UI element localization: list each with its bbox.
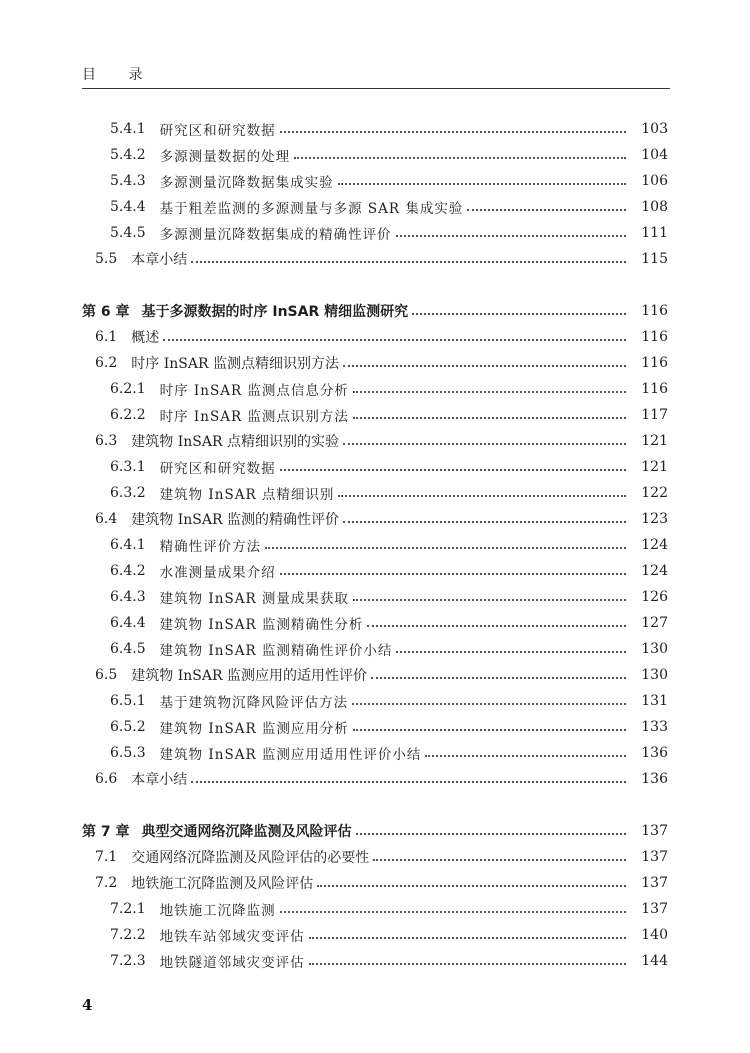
toc-entry-number: 6.5.1 xyxy=(110,693,146,709)
page-number: 4 xyxy=(82,996,93,1014)
toc-dot-leader xyxy=(280,911,626,913)
toc-entry-title: 多源测量数据的处理 xyxy=(159,149,291,165)
toc-dot-leader xyxy=(309,963,626,965)
toc-dot-leader xyxy=(367,625,626,627)
toc-subsection-entry[interactable] xyxy=(0,612,750,634)
toc-entry-page: 117 xyxy=(641,407,668,423)
toc-entry-page: 137 xyxy=(641,901,668,917)
toc-entry-title: 建筑物 InSAR 点精细识别 xyxy=(159,487,335,503)
toc-entry-page: 104 xyxy=(641,147,668,163)
toc-entry-title: 本章小结 xyxy=(131,252,188,268)
toc-entry-page: 122 xyxy=(641,485,668,501)
toc-entry-number: 6.4.1 xyxy=(110,537,146,553)
toc-subsection-entry[interactable] xyxy=(0,950,750,972)
toc-entry-number: 6.5.3 xyxy=(110,745,146,761)
toc-entry-page: 130 xyxy=(641,667,668,683)
toc-entry-title: 基于粗差监测的多源测量与多源 SAR 集成实验 xyxy=(159,201,464,217)
toc-entry-page: 126 xyxy=(641,589,668,605)
toc-dot-leader xyxy=(353,729,626,731)
toc-subsection-entry[interactable] xyxy=(0,456,750,478)
toc-entry-title: 建筑物 InSAR 监测应用适用性评价小结 xyxy=(159,747,422,763)
toc-subsection-entry[interactable] xyxy=(0,196,750,218)
toc-entry-number: 6.1 xyxy=(95,329,118,345)
toc-entry-page: 137 xyxy=(641,849,668,865)
toc-entry-number: 7.2 xyxy=(95,875,118,891)
toc-dot-leader xyxy=(412,313,626,315)
toc-entry-page: 108 xyxy=(641,199,668,215)
toc-subsection-entry[interactable] xyxy=(0,404,750,426)
toc-subsection-entry[interactable] xyxy=(0,222,750,244)
toc-dot-leader xyxy=(353,599,626,601)
toc-entry-title: 建筑物 InSAR 监测精确性评价小结 xyxy=(159,643,393,659)
toc-dot-leader xyxy=(396,235,626,237)
toc-entry-number: 5.4.5 xyxy=(110,225,146,241)
toc-entry-title: 基于建筑物沉降风险评估方法 xyxy=(159,695,349,711)
toc-entry-page: 116 xyxy=(641,355,668,371)
toc-entry-page: 103 xyxy=(641,121,668,137)
toc-dot-leader xyxy=(396,651,626,653)
running-header: 目 录 xyxy=(82,67,157,83)
toc-entry-title: 地铁隧道邻域灾变评估 xyxy=(159,955,305,971)
toc-entry-title: 多源测量沉降数据集成的精确性评价 xyxy=(159,227,392,243)
toc-section-entry[interactable] xyxy=(0,872,750,894)
toc-entry-title: 交通网络沉降监测及风险评估的必要性 xyxy=(131,850,370,866)
toc-entry-number: 6.2 xyxy=(95,355,118,371)
toc-subsection-entry[interactable] xyxy=(0,638,750,660)
toc-dot-leader xyxy=(343,365,626,367)
toc-entry-page: 115 xyxy=(641,251,668,267)
toc-entry-page: 116 xyxy=(641,329,668,345)
toc-dot-leader xyxy=(280,469,626,471)
toc-entry-number: 6.5 xyxy=(95,667,118,683)
toc-entry-page: 124 xyxy=(641,563,668,579)
toc-section-entry[interactable] xyxy=(0,768,750,790)
toc-entry-page: 131 xyxy=(641,693,668,709)
toc-entry-title: 地铁施工沉降监测 xyxy=(159,903,276,919)
toc-entry-page: 124 xyxy=(641,537,668,553)
toc-section-entry[interactable] xyxy=(0,326,750,348)
toc-entry-title: 多源测量沉降数据集成实验 xyxy=(159,175,334,191)
toc-entry-title: 建筑物 InSAR 测量成果获取 xyxy=(159,591,349,607)
toc-dot-leader xyxy=(191,781,626,783)
toc-entry-title: 概述 xyxy=(131,330,160,346)
toc-entry-number: 6.3.1 xyxy=(110,459,146,475)
toc-dot-leader xyxy=(309,937,626,939)
toc-entry-page: 111 xyxy=(641,225,668,241)
toc-dot-leader xyxy=(294,157,626,159)
toc-entry-title: 本章小结 xyxy=(131,772,188,788)
toc-chapter-entry[interactable] xyxy=(0,300,750,322)
toc-subsection-entry[interactable] xyxy=(0,586,750,608)
toc-entry-number: 6.5.2 xyxy=(110,719,146,735)
toc-entry-title: 地铁施工沉降监测及风险评估 xyxy=(131,876,314,892)
toc-entry-title: 水准测量成果介绍 xyxy=(159,565,276,581)
toc-entry-page: 123 xyxy=(641,511,668,527)
toc-entry-number: 5.4.4 xyxy=(110,199,146,215)
toc-entry-number: 5.4.2 xyxy=(110,147,146,163)
toc-dot-leader xyxy=(373,859,626,861)
toc-dot-leader xyxy=(338,183,626,185)
toc-entry-page: 137 xyxy=(641,875,668,891)
toc-entry-number: 6.3 xyxy=(95,433,118,449)
toc-entry-number: 6.2.1 xyxy=(110,381,146,397)
toc-subsection-entry[interactable] xyxy=(0,924,750,946)
toc-section-entry[interactable] xyxy=(0,508,750,530)
toc-entry-title: 精确性评价方法 xyxy=(159,539,262,555)
toc-section-entry[interactable] xyxy=(0,248,750,270)
toc-entry-number: 7.2.1 xyxy=(110,901,146,917)
toc-subsection-entry[interactable] xyxy=(0,742,750,764)
toc-entry-title: 建筑物 InSAR 监测精确性分析 xyxy=(159,617,364,633)
toc-section-entry[interactable] xyxy=(0,846,750,868)
toc-chapter-entry[interactable] xyxy=(0,820,750,842)
toc-entry-title: 时序 InSAR 监测点精细识别方法 xyxy=(131,356,339,372)
toc-entry-number: 7.1 xyxy=(95,849,118,865)
toc-entry-number: 6.4.5 xyxy=(110,641,146,657)
toc-subsection-entry[interactable] xyxy=(0,898,750,920)
toc-entry-title: 时序 InSAR 监测点识别方法 xyxy=(159,409,349,425)
toc-entry-title: 研究区和研究数据 xyxy=(159,123,276,139)
toc-dot-leader xyxy=(280,573,626,575)
toc-subsection-entry[interactable] xyxy=(0,690,750,712)
toc-entry-number: 7.2.2 xyxy=(110,927,146,943)
toc-dot-leader xyxy=(280,131,626,133)
toc-dot-leader xyxy=(356,833,627,835)
toc-entry-number: 6.4.3 xyxy=(110,589,146,605)
toc-entry-number: 5.5 xyxy=(95,251,118,267)
toc-entry-title: 建筑物 InSAR 监测的精确性评价 xyxy=(131,512,339,528)
toc-dot-leader xyxy=(371,677,626,679)
toc-entry-number: 5.4.1 xyxy=(110,121,146,137)
toc-entry-title: 地铁车站邻域灾变评估 xyxy=(159,929,305,945)
toc-entry-title: 建筑物 InSAR 监测应用分析 xyxy=(159,721,349,737)
toc-dot-leader xyxy=(467,209,626,211)
toc-entry-number: 第 6 章 xyxy=(82,304,130,320)
toc-dot-leader xyxy=(265,547,626,549)
toc-entry-number: 5.4.3 xyxy=(110,173,146,189)
toc-entry-page: 136 xyxy=(641,745,668,761)
toc-entry-number: 6.6 xyxy=(95,771,118,787)
toc-entry-page: 137 xyxy=(641,823,668,839)
toc-entry-page: 127 xyxy=(641,615,668,631)
toc-entry-title: 建筑物 InSAR 监测应用的适用性评价 xyxy=(131,668,367,684)
toc-entry-title: 时序 InSAR 监测点信息分析 xyxy=(159,383,349,399)
toc-section-entry[interactable] xyxy=(0,664,750,686)
toc-subsection-entry[interactable] xyxy=(0,144,750,166)
toc-entry-number: 6.4.2 xyxy=(110,563,146,579)
toc-dot-leader xyxy=(343,521,626,523)
toc-entry-number: 6.4.4 xyxy=(110,615,146,631)
toc-subsection-entry[interactable] xyxy=(0,482,750,504)
toc-subsection-entry[interactable] xyxy=(0,378,750,400)
toc-section-entry[interactable] xyxy=(0,430,750,452)
toc-subsection-entry[interactable] xyxy=(0,118,750,140)
toc-entry-page: 121 xyxy=(641,433,668,449)
toc-entry-page: 133 xyxy=(641,719,668,735)
toc-entry-page: 121 xyxy=(641,459,668,475)
toc-entry-page: 116 xyxy=(641,381,668,397)
toc-dot-leader xyxy=(353,417,626,419)
toc-entry-page: 136 xyxy=(641,771,668,787)
toc-entry-page: 106 xyxy=(641,173,668,189)
toc-dot-leader xyxy=(352,703,626,705)
toc-entry-title: 典型交通网络沉降监测及风险评估 xyxy=(141,824,352,840)
toc-entry-number: 第 7 章 xyxy=(82,824,130,840)
toc-entry-title: 建筑物 InSAR 点精细识别的实验 xyxy=(131,434,339,450)
toc-subsection-entry[interactable] xyxy=(0,716,750,738)
toc-entry-page: 130 xyxy=(641,641,668,657)
toc-section-entry[interactable] xyxy=(0,352,750,374)
toc-entry-page: 140 xyxy=(641,927,668,943)
toc-entry-page: 144 xyxy=(641,953,668,969)
toc-subsection-entry[interactable] xyxy=(0,170,750,192)
toc-dot-leader xyxy=(338,495,626,497)
toc-subsection-entry[interactable] xyxy=(0,560,750,582)
toc-subsection-entry[interactable] xyxy=(0,534,750,556)
toc-dot-leader xyxy=(191,261,626,263)
toc-dot-leader xyxy=(353,391,626,393)
toc-entry-page: 116 xyxy=(641,303,668,319)
toc-dot-leader xyxy=(343,443,626,445)
toc-dot-leader xyxy=(425,755,626,757)
toc-entry-title: 基于多源数据的时序 InSAR 精细监测研究 xyxy=(141,304,409,320)
toc-entry-number: 7.2.3 xyxy=(110,953,146,969)
toc-entry-number: 6.2.2 xyxy=(110,407,146,423)
toc-entry-number: 6.3.2 xyxy=(110,485,146,501)
toc-entry-number: 6.4 xyxy=(95,511,118,527)
toc-entry-title: 研究区和研究数据 xyxy=(159,461,276,477)
toc-dot-leader xyxy=(163,339,626,341)
toc-dot-leader xyxy=(317,885,626,887)
